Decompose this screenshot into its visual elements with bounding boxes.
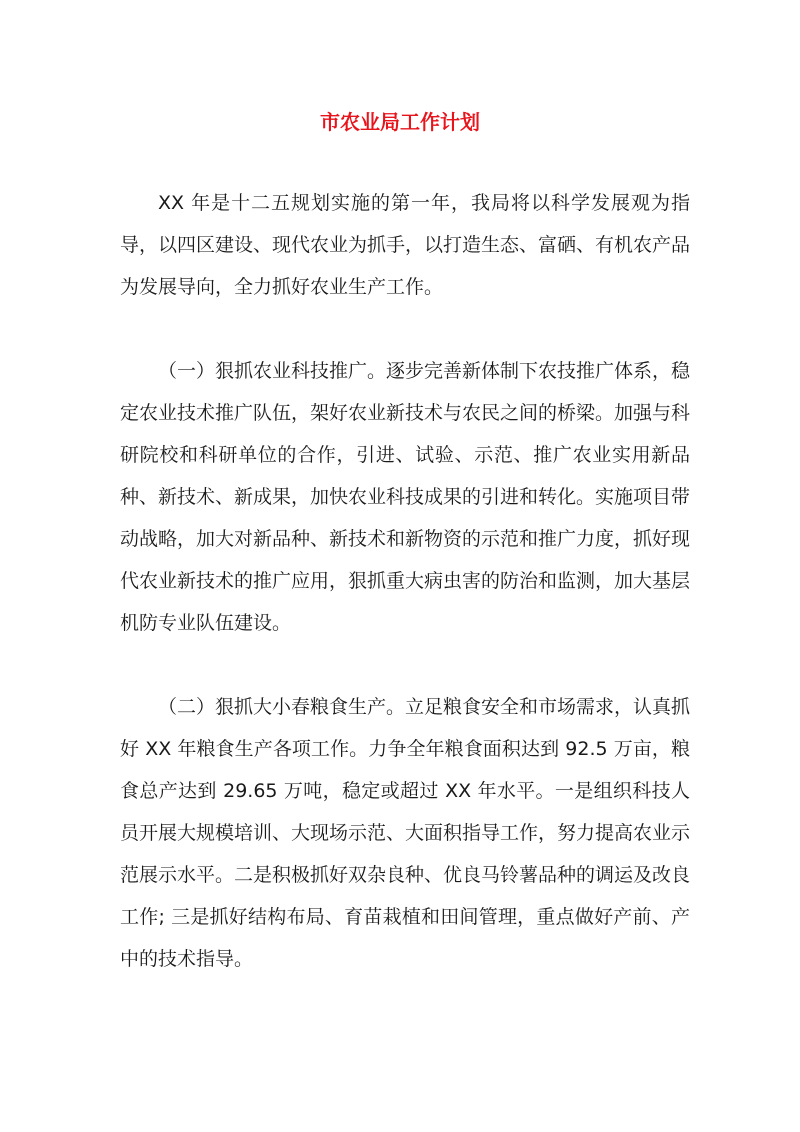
document-title: 市农业局工作计划 (320, 110, 480, 134)
section-one-paragraph: （一）狠抓农业科技推广。逐步完善新体制下农技推广体系，稳定农业技术推广队伍，架好农业新技术与农民之间的桥梁。加强与科研院校和科研单位的合作，引进、试验、示范、推广农业实用新品种、新技术、新成果，加快农业科技成果的引进和转化。实施项目带动战略，加大对新品种、新技术和新物资的示范和推广力度，抓好现代农业新技术的推广应用，狠抓重大病虫害的防治和监测，加大基层机防专业队伍建设。 (120, 360, 691, 634)
section-two-paragraph: （二）狠抓大小春粮食生产。立足粮食安全和市场需求，认真抓好 XX 年粮食生产各项工作。力争全年粮食面积达到 92.5 万亩，粮食总产达到 29.65 万吨，稳定或超过 XX 年水平。一是组织科技人员开展大规模培训、大现场示范、大面积指导工作，努力提高农业示范展示水平。二是积极抓好双杂良种、优良马铃薯品种的调运及改良工作; 三是抓好结构布局、育苗栽植和田间管理，重点做好产前、产中的技术指导。 (120, 696, 691, 970)
intro-paragraph: XX 年是十二五规划实施的第一年，我局将以科学发展观为指导，以四区建设、现代农业为抓手，以打造生态、富硒、有机农产品为发展导向，全力抓好农业生产工作。 (120, 192, 691, 298)
